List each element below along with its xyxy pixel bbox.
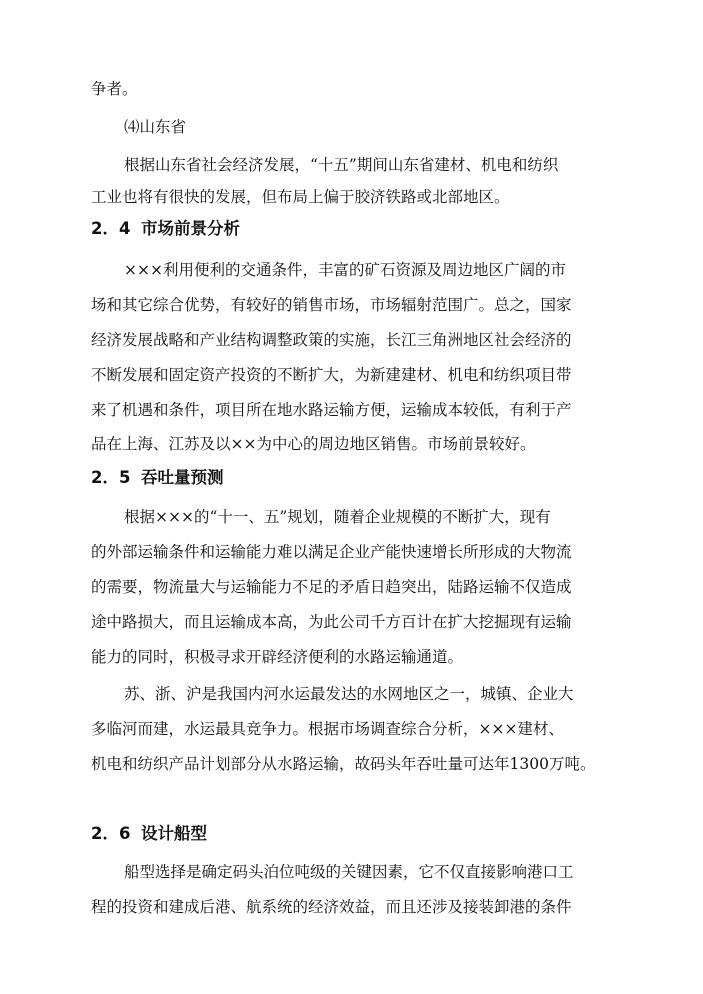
text-line: 根据×××的“十一、五”规划，随着企业规模的不断扩大，现有 (124, 508, 551, 526)
text-line: 船型选择是确定码头泊位吨级的关键因素，它不仅直接影响港口工 (124, 863, 574, 881)
section-heading-2-4 (91, 218, 240, 240)
text-line: 来了机遇和条件，项目所在地水路运输方便，运输成本较低，有利于产 (91, 401, 572, 419)
text-line: 争者。 (91, 80, 138, 98)
text-line: 苏、浙、沪是我国内河水运最发达的水网地区之一，城镇、企业大 (124, 685, 574, 703)
text-line: 的需要，物流量大与运输能力不足的矛盾日趋突出，陆路运输不仅造成 (91, 578, 572, 596)
text-line: 能力的同时，积极寻求开辟经济便利的水路运输通道。 (91, 648, 464, 666)
section-number: 2．4 (91, 219, 131, 238)
text-line: 多临河而建，水运最具竞争力。根据市场调查综合分析，×××建材、 (91, 720, 564, 738)
text-line: 品在上海、江苏及以××为中心的周边地区销售。市场前景较好。 (91, 435, 536, 453)
section-title: 吞吐量预测 (141, 468, 224, 487)
subsection-label: ⑷山东省 (124, 118, 187, 136)
text-line: 经济发展战略和产业结构调整政策的实施，长江三角洲地区社会经济的 (91, 331, 572, 349)
section-title: 设计船型 (141, 824, 207, 843)
text-line: 工业也将有很快的发展，但布局上偏于胶济铁路或北部地区。 (91, 188, 510, 206)
section-heading-2-5 (91, 467, 224, 489)
text-line: 场和其它综合优势，有较好的销售市场，市场辐射范围广。总之，国家 (91, 296, 572, 314)
text-line: 机电和纺织产品计划部分从水路运输，故码头年吞吐量可达年1300万吨。 (91, 755, 596, 773)
text-line: 程的投资和建成后港、航系统的经济效益，而且还涉及接装卸港的条件 (91, 898, 572, 916)
section-title: 市场前景分析 (141, 219, 240, 238)
text-line: ×××利用便利的交通条件，丰富的矿石资源及周边地区广阔的市 (124, 261, 566, 279)
text-line: 的外部运输条件和运输能力难以满足企业产能快速增长所形成的大物流 (91, 543, 572, 561)
section-heading-2-6 (91, 823, 207, 845)
section-number: 2．6 (91, 824, 131, 843)
text-line: 途中路损大，而且运输成本高，为此公司千方百计在扩大挖掘现有运输 (91, 613, 572, 631)
text-line: 根据山东省社会经济发展，“十五”期间山东省建材、机电和纺织 (124, 156, 559, 174)
text-line: 不断发展和固定资产投资的不断扩大，为新建建材、机电和纺织项目带 (91, 366, 572, 384)
section-number: 2．5 (91, 468, 131, 487)
